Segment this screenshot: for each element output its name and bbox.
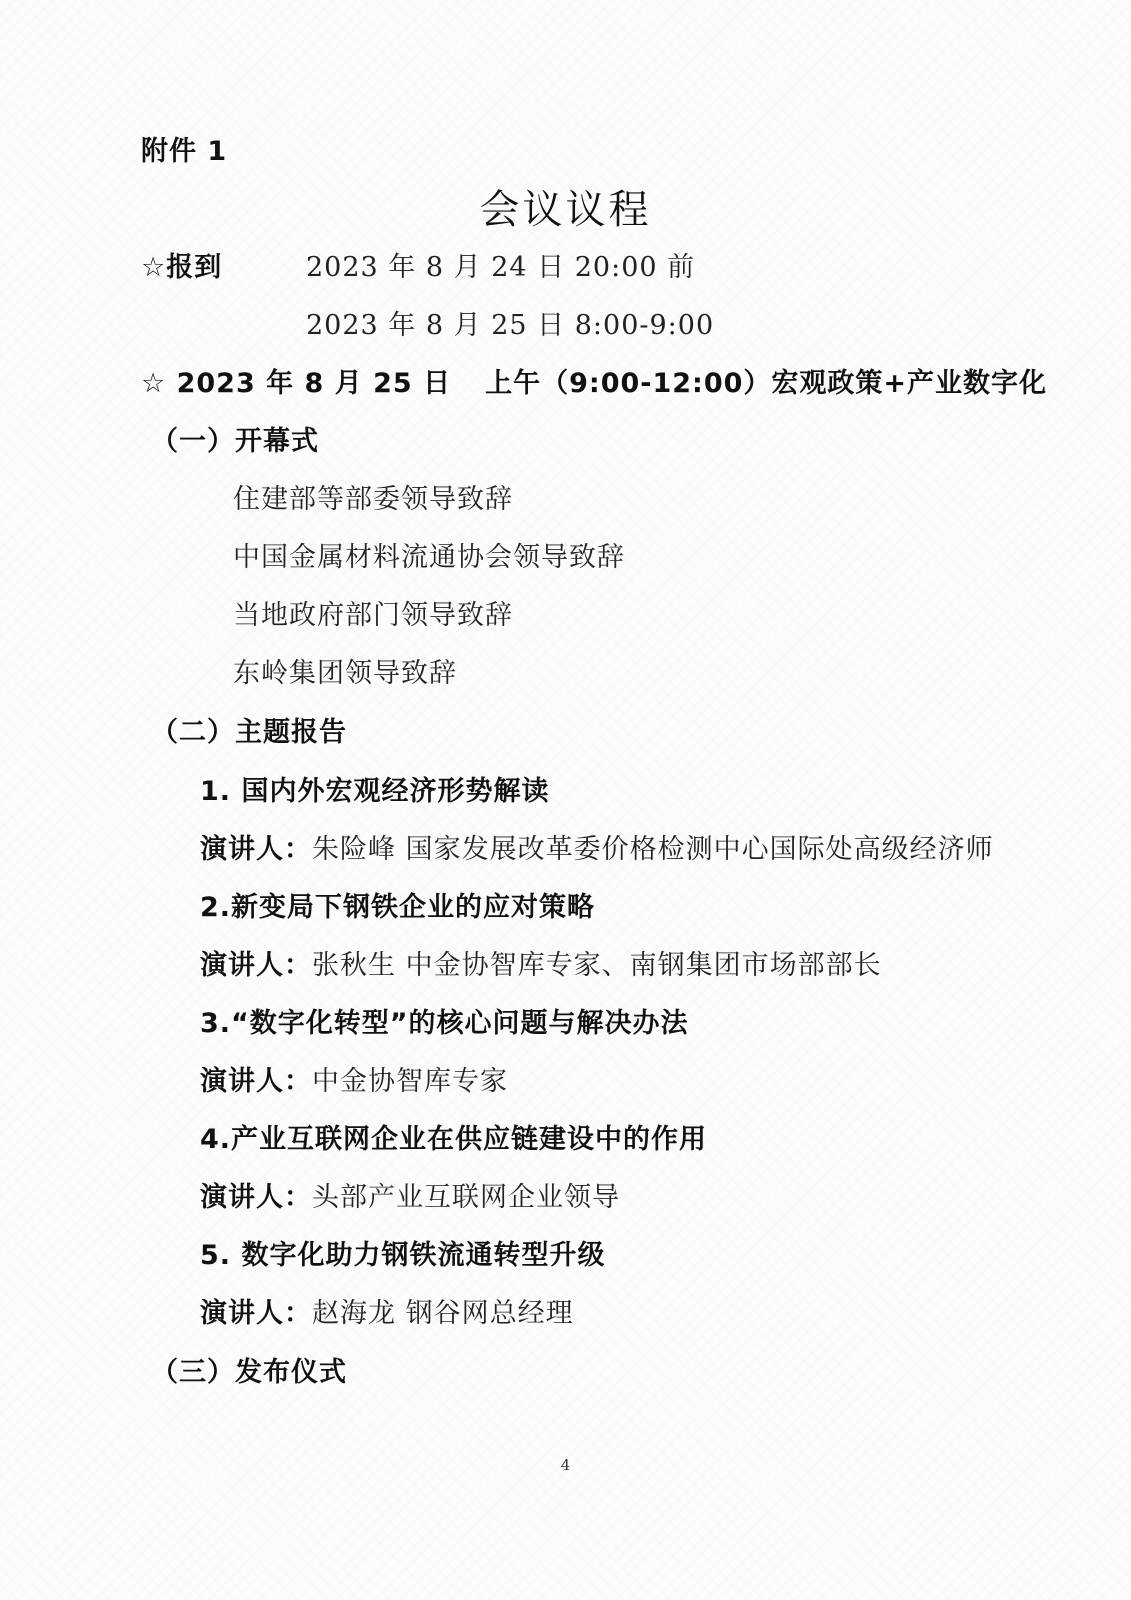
section-heading-keynotes: （二）主题报告 [151, 717, 347, 748]
speaker-name: 赵海龙 钢谷网总经理 [312, 1298, 574, 1329]
talk-speaker [200, 833, 994, 867]
speaker-label: 演讲人： [200, 1066, 312, 1097]
registration-time: 2023 年 8 月 24 日 20:00 前 [306, 252, 696, 283]
agenda-item: 住建部等部委领导致辞 [233, 484, 513, 515]
talk-speaker [200, 1065, 508, 1099]
agenda-item: 东岭集团领导致辞 [233, 658, 457, 689]
talk-title: 4.产业互联网企业在供应链建设中的作用 [200, 1124, 708, 1155]
registration-label: ☆报到 [141, 252, 223, 283]
speaker-name: 中金协智库专家 [312, 1066, 508, 1097]
speaker-label: 演讲人： [200, 950, 312, 981]
speaker-label: 演讲人： [200, 1182, 312, 1213]
session-time-topic: 上午（9:00-12:00）宏观政策+产业数字化 [485, 368, 1048, 399]
speaker-name: 张秋生 中金协智库专家、南钢集团市场部部长 [312, 950, 882, 981]
speaker-name: 朱险峰 国家发展改革委价格检测中心国际处高级经济师 [312, 834, 994, 865]
section-heading-launch: （三）发布仪式 [151, 1357, 347, 1388]
speaker-label: 演讲人： [200, 834, 312, 865]
talk-title: 1. 国内外宏观经济形势解读 [200, 776, 550, 807]
talk-speaker [200, 949, 882, 983]
session-heading [141, 367, 1047, 401]
talk-speaker [200, 1297, 574, 1331]
talk-speaker [200, 1181, 620, 1215]
session-date: ☆ 2023 年 8 月 25 日 [141, 368, 452, 399]
attachment-label: 附件 1 [141, 136, 228, 167]
speaker-label: 演讲人： [200, 1298, 312, 1329]
agenda-item: 中国金属材料流通协会领导致辞 [233, 542, 625, 573]
speaker-name: 头部产业互联网企业领导 [312, 1182, 620, 1213]
page-title: 会议议程 [479, 187, 652, 233]
section-heading-opening: （一）开幕式 [151, 426, 319, 457]
talk-title: 2.新变局下钢铁企业的应对策略 [200, 892, 596, 923]
page-number: 4 [560, 1456, 571, 1474]
registration-time: 2023 年 8 月 25 日 8:00-9:00 [306, 310, 715, 341]
agenda-item: 当地政府部门领导致辞 [233, 600, 513, 631]
talk-title: 3.“数字化转型”的核心问题与解决办法 [200, 1008, 689, 1039]
talk-title: 5. 数字化助力钢铁流通转型升级 [200, 1240, 606, 1271]
